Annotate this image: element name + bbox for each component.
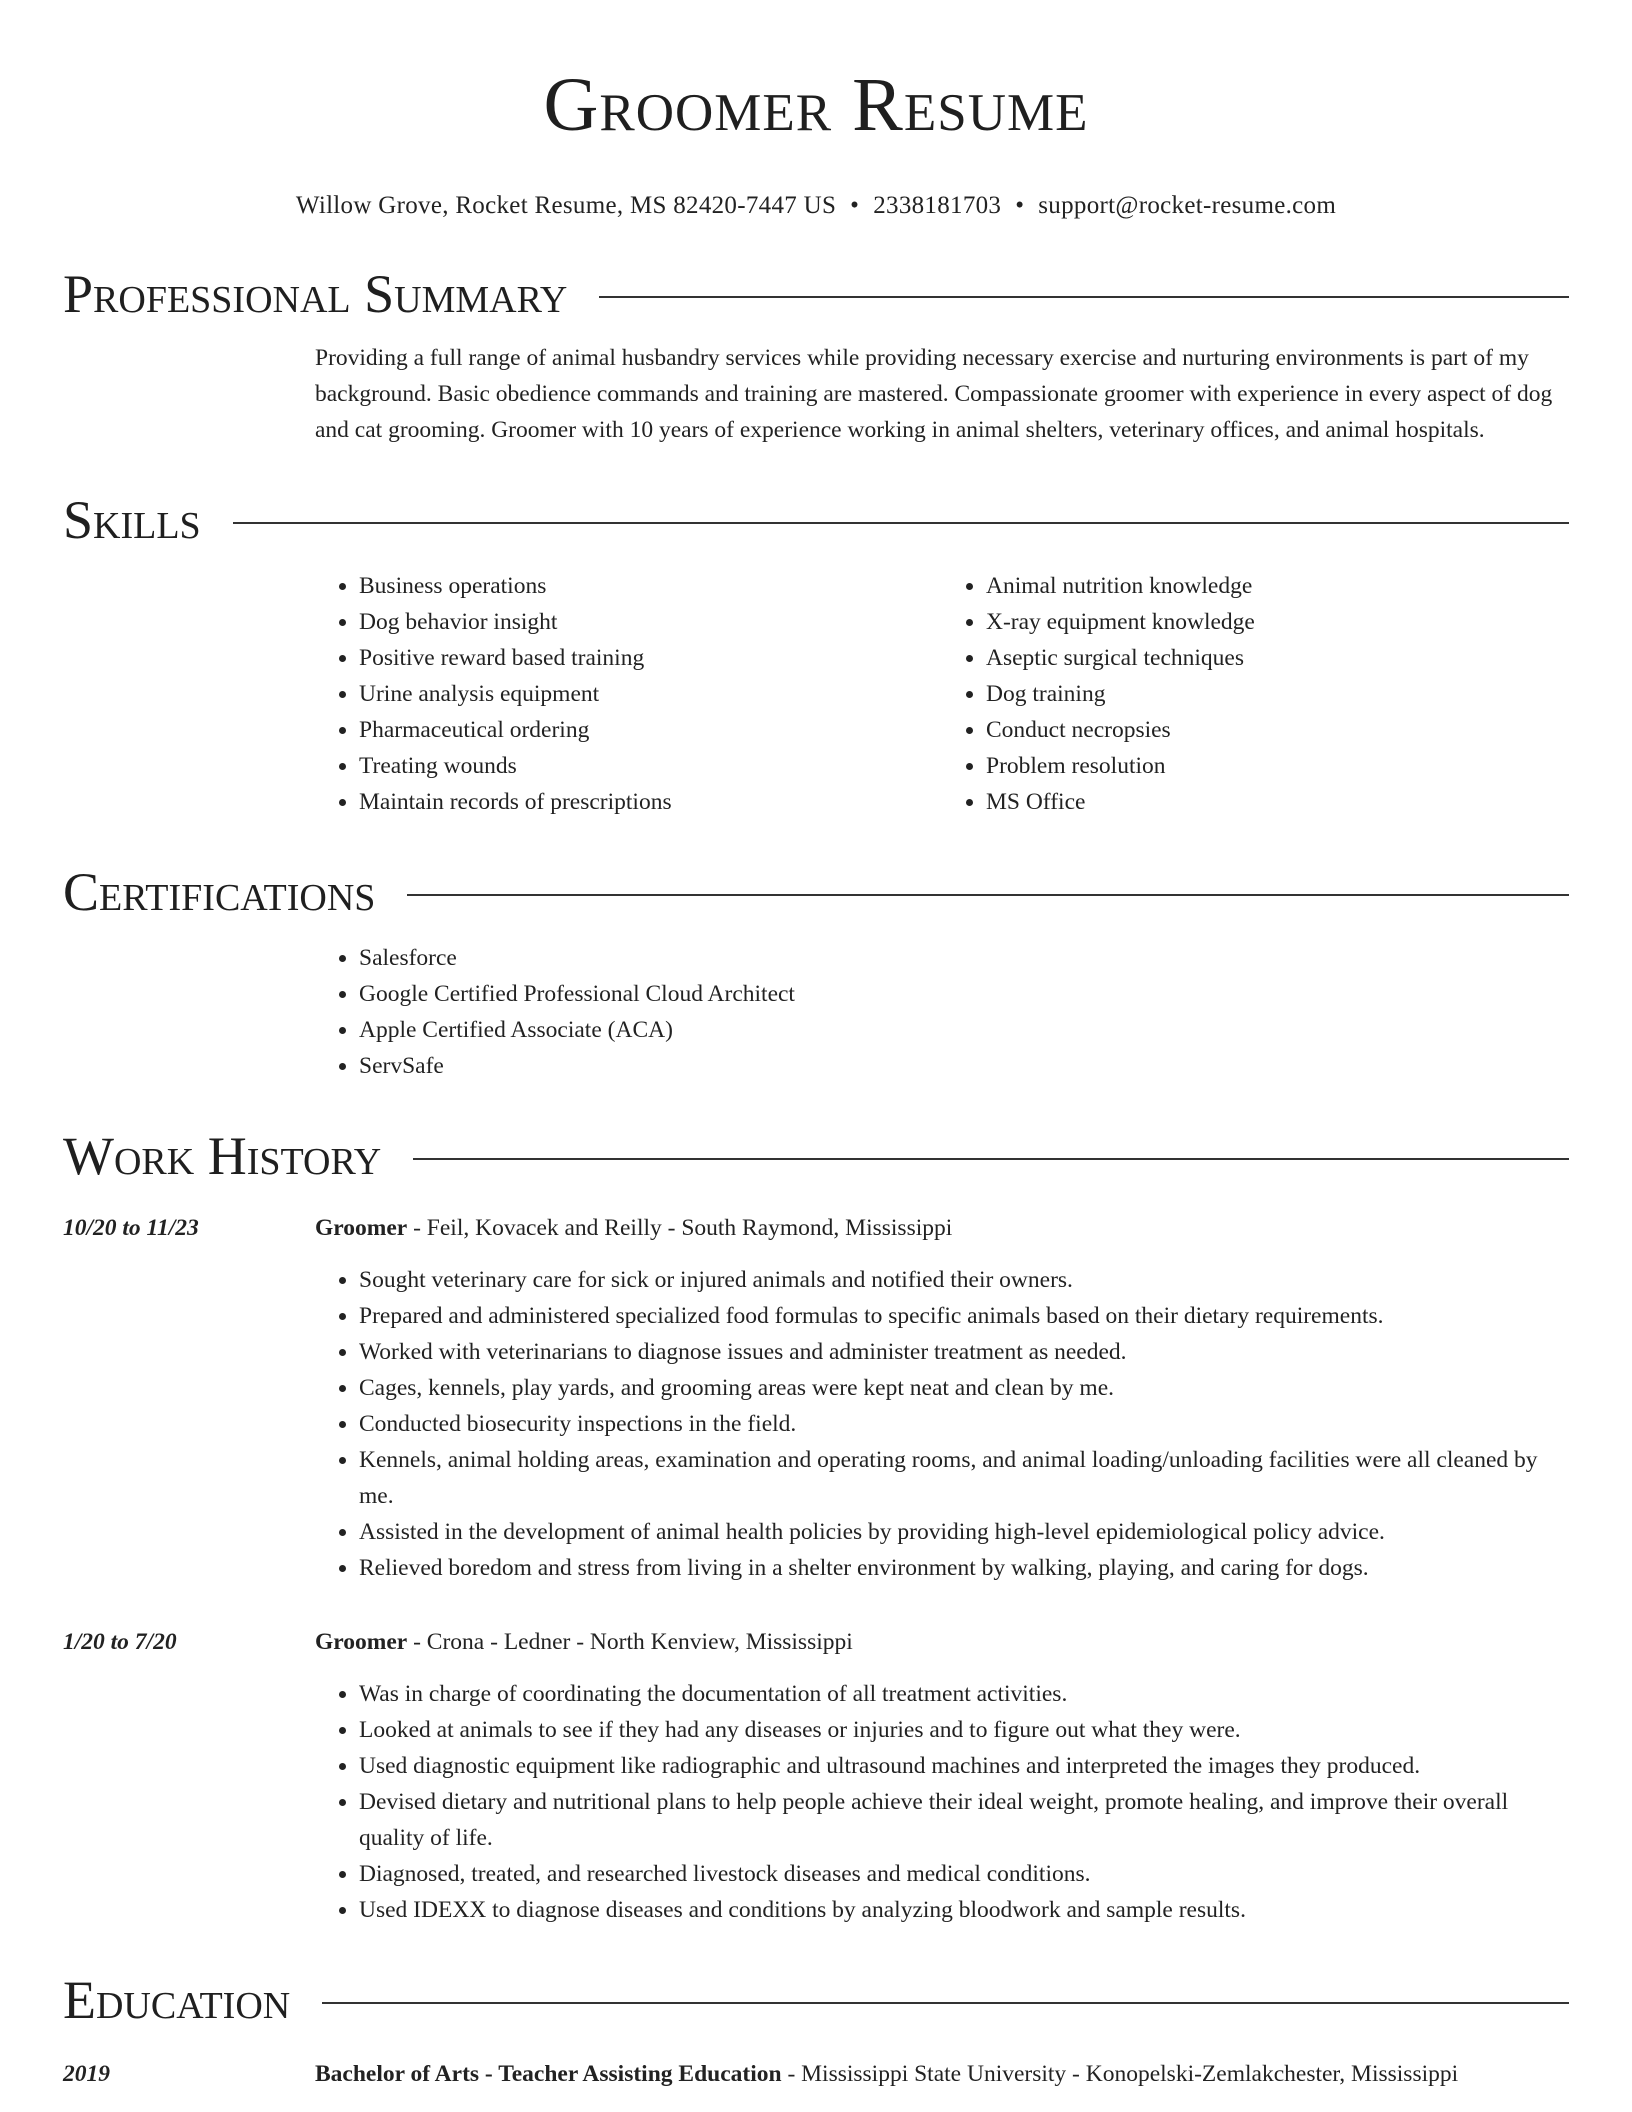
skill-item: • Maintain records of prescriptions [359, 784, 942, 820]
job-bullet: • Sought veterinary care for sick or injured animals and notified their owners. [359, 1262, 1569, 1298]
job-bullet: • Diagnosed, treated, and researched livestock diseases and medical conditions. [359, 1856, 1569, 1892]
job-entry [63, 1624, 1569, 1928]
job-dates: 10/20 to 11/23 [63, 1215, 199, 1241]
certifications-heading: Certifications [63, 862, 376, 922]
job-dates: 1/20 to 7/20 [63, 1629, 177, 1655]
job-bullet: • Worked with veterinarians to diagnose issues and administer treatment as needed. [359, 1334, 1569, 1370]
job-title-line [315, 1624, 1569, 1660]
contact-email[interactable]: support@rocket-resume.com [1038, 192, 1337, 219]
education-line [315, 2056, 1569, 2092]
contact-address: Willow Grove, Rocket Resume, MS 82420-7447 US [295, 192, 837, 219]
education-school: - Mississippi State University - Konopelski-Zemlakchester, Mississippi [781, 2061, 1459, 2087]
contact-separator: • [850, 192, 860, 219]
job-bullet: • Was in charge of coordinating the documentation of all treatment activities. [359, 1676, 1569, 1712]
section-divider [413, 1158, 1569, 1160]
job-bullet: • Cages, kennels, play yards, and grooming areas were kept neat and clean by me. [359, 1370, 1569, 1406]
skill-item: • Business operations [359, 568, 942, 604]
skill-item: • Positive reward based training [359, 640, 942, 676]
job-title: Groomer [315, 1215, 408, 1241]
certifications-section-header [63, 860, 1569, 924]
skill-item: • Problem resolution [986, 748, 1569, 784]
education-year: 2019 [63, 2061, 110, 2087]
skill-item: • Urine analysis equipment [359, 676, 942, 712]
certification-item: • Google Certified Professional Cloud Architect [359, 976, 1569, 1012]
contact-separator: • [1015, 192, 1025, 219]
summary-section-header [63, 262, 1569, 326]
skills-heading: Skills [63, 490, 201, 550]
skill-item: • MS Office [986, 784, 1569, 820]
work-history-heading: Work History [63, 1126, 382, 1186]
summary-heading: Professional Summary [63, 264, 568, 324]
section-divider [407, 894, 1569, 896]
education-entry [63, 2056, 1569, 2092]
section-divider [233, 522, 1569, 524]
job-bullet: • Looked at animals to see if they had any diseases or injuries and to figure out what they were. [359, 1712, 1569, 1748]
education-heading: Education [63, 1970, 291, 2030]
job-bullet: • Conducted biosecurity inspections in the field. [359, 1406, 1569, 1442]
skill-item: • Dog training [986, 676, 1569, 712]
job-title: Groomer [315, 1629, 408, 1655]
contact-line [63, 190, 1569, 222]
section-divider [322, 2002, 1569, 2004]
skill-item: • Animal nutrition knowledge [986, 568, 1569, 604]
skills-column-left [315, 568, 942, 820]
job-title-line [315, 1210, 1569, 1246]
skills-section-header [63, 488, 1569, 552]
skills-list [315, 568, 1569, 820]
certifications-list [315, 940, 1569, 1084]
summary-text: Providing a full range of animal husbandry services while providing necessary exercise and nurturing environments is part of my background. Basic obedience commands and training are mastered. Compassionate groomer with experience in every aspect of dog and cat grooming. Groomer with 10 years of experience working in animal shelters, veterinary offices, and animal hospitals. [315, 345, 1553, 443]
job-bullet: • Devised dietary and nutritional plans to help people achieve their ideal weight, promote healing, and improve their overall quality of life. [359, 1784, 1569, 1856]
skill-item: • Conduct necropsies [986, 712, 1569, 748]
skill-item: • Aseptic surgical techniques [986, 640, 1569, 676]
resume-name: Groomer Resume [543, 63, 1089, 147]
job-bullet: • Kennels, animal holding areas, examination and operating rooms, and animal loading/unloading facilities were all cleaned by me. [359, 1442, 1569, 1514]
job-bullets [315, 1676, 1569, 1928]
job-employer: - Crona - Ledner - North Kenview, Mississippi [407, 1629, 853, 1655]
work-history-section-header [63, 1124, 1569, 1188]
job-bullets [315, 1262, 1569, 1586]
skill-item: • X-ray equipment knowledge [986, 604, 1569, 640]
skill-item: • Dog behavior insight [359, 604, 942, 640]
skill-item: • Pharmaceutical ordering [359, 712, 942, 748]
skill-item: • Treating wounds [359, 748, 942, 784]
contact-phone: 2338181703 [873, 192, 1002, 219]
education-degree: Bachelor of Arts - Teacher Assisting Education [315, 2061, 782, 2087]
job-bullet: • Assisted in the development of animal health policies by providing high-level epidemiological policy advice. [359, 1514, 1569, 1550]
job-entry [63, 1210, 1569, 1586]
section-divider [599, 296, 1569, 298]
job-bullet: • Used IDEXX to diagnose diseases and conditions by analyzing bloodwork and sample results. [359, 1892, 1569, 1928]
skills-column-right [942, 568, 1569, 820]
job-bullet: • Prepared and administered specialized food formulas to specific animals based on their dietary requirements. [359, 1298, 1569, 1334]
job-employer: - Feil, Kovacek and Reilly - South Raymond, Mississippi [407, 1215, 953, 1241]
certification-item: • ServSafe [359, 1048, 1569, 1084]
education-section-header [63, 1968, 1569, 2032]
certification-item: • Salesforce [359, 940, 1569, 976]
job-bullet: • Used diagnostic equipment like radiographic and ultrasound machines and interpreted the images they produced. [359, 1748, 1569, 1784]
job-bullet: • Relieved boredom and stress from living in a shelter environment by walking, playing, and caring for dogs. [359, 1550, 1569, 1586]
certification-item: • Apple Certified Associate (ACA) [359, 1012, 1569, 1048]
